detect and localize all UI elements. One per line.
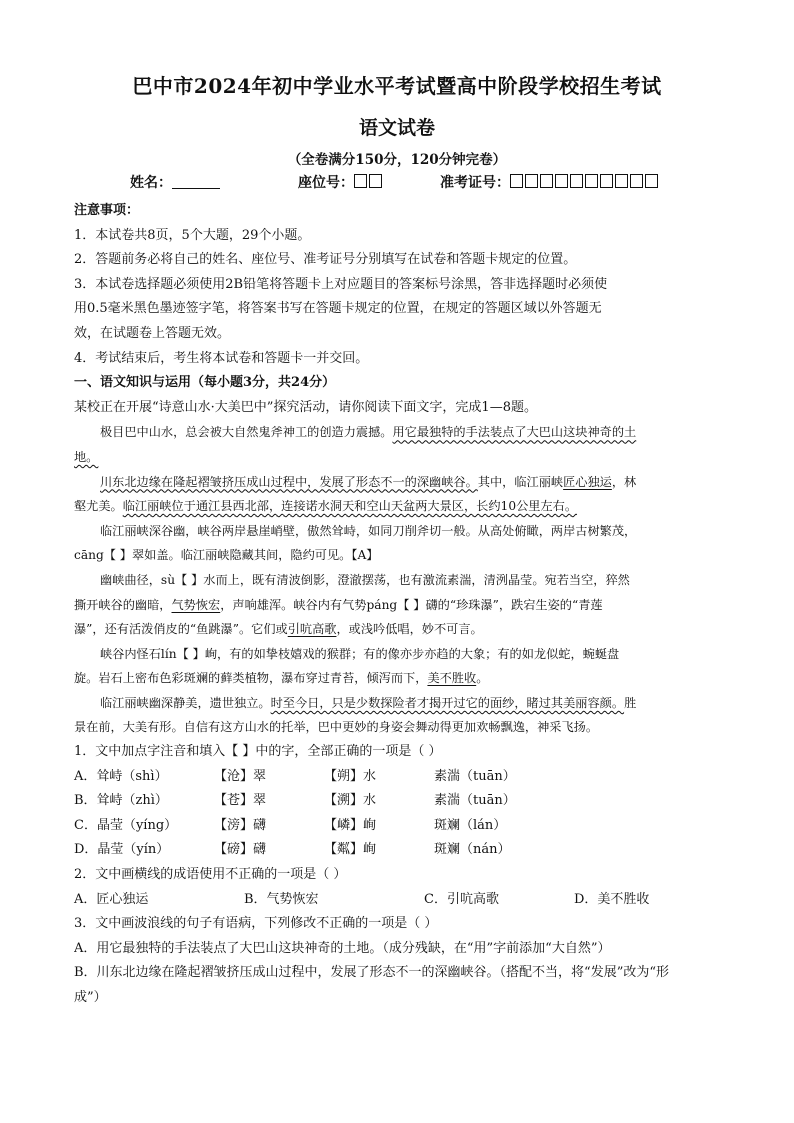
notice-item: 4．考试结束后，考生将本试卷和答题卡一并交回。	[74, 350, 369, 366]
seat-box[interactable]	[369, 174, 382, 188]
passage-line: 峡谷内怪石lín【 】峋，有的如挚枝嬉戏的猴群；有的像亦步亦趋的大象；有的如龙似蛇，蜿蜒盘	[100, 646, 620, 661]
wavy-sentence: 地。	[74, 449, 99, 464]
name-label: 姓名：	[130, 175, 172, 191]
exam-id-box[interactable]	[540, 174, 553, 188]
passage-line: 瀑”，还有活泼俏皮的“鱼跳瀑”。它们或引吭高歌，或浅吟低唱，妙不可言。	[74, 622, 483, 637]
exam-id-box[interactable]	[570, 174, 583, 188]
passage-line: 川东北边缘在隆起褶皱挤压成山过程中，发展了形态不一的深幽峡谷。其中，临江丽峡匠心独运，林	[100, 474, 637, 489]
passage-line: 幽峡曲径，sù【 】水而上，既有清波倒影，澄澈摆荡，也有激流素湍，清洌晶莹。宛若当空，猝然	[100, 572, 630, 587]
wavy-sentence: 时至今日，只是少数探险者才揭开过它的面纱，睹过其美丽容颜。	[270, 695, 625, 710]
question-stem: 2．文中画横线的成语使用不正确的一项是（ ）	[74, 867, 347, 883]
notice-item: 效，在试题卷上答题无效。	[74, 325, 231, 341]
exam-id-box[interactable]	[630, 174, 643, 188]
seat-box[interactable]	[354, 174, 367, 188]
question-option[interactable]: C．引吭高歌	[424, 891, 499, 907]
question-option[interactable]: D．美不胜收	[574, 891, 650, 907]
notice-item: 2．答题前务必将自己的姓名、座位号、准考证号分别填写在试卷和答题卡规定的位置。	[74, 252, 577, 268]
notice-item: 1．本试卷共8页，5个大题，29个小题。	[74, 227, 311, 243]
exam-title: 巴中市2024年初中学业水平考试暨高中阶段学校招生考试	[132, 74, 662, 98]
exam-id-field[interactable]	[440, 172, 660, 192]
section-intro: 某校正在开展“诗意山水·大美巴中”探究活动，请你阅读下面文字，完成1—8题。	[74, 399, 537, 415]
question-option[interactable]: B．川东北边缘在隆起褶皱挤压成山过程中，发展了形态不一的深幽峡谷。（搭配不当，将“发展”改为“形	[74, 965, 669, 981]
passage-line: 壑尤美。临江丽峡位于通江县西北部，连接诺水洞天和空山天盆两大景区，长约10公里左右。	[74, 499, 578, 514]
question-stem: 3．文中画波浪线的句子有语病，下列修改不正确的一项是（ ）	[74, 916, 438, 932]
wavy-sentence: 临江丽峡位于通江县西北部，连接诺水洞天和空山天盆两大景区，长约10公里左右。	[122, 499, 578, 514]
question-options-row	[74, 888, 724, 913]
notice-item: 3．本试卷选择题必须使用2B铅笔将答题卡上对应题目的答案标号涂黑，答非选择题时必须使	[74, 276, 608, 292]
underlined-idiom: 美不胜收	[427, 671, 477, 686]
exam-id-box[interactable]	[585, 174, 598, 188]
wavy-sentence: 川东北边缘在隆起褶皱挤压成山过程中，发展了形态不一的深幽峡谷。	[100, 474, 478, 489]
question-option[interactable]: C．晶莹（yíng） 【滂】礴 【嶙】峋 斑斓（lán）	[74, 817, 507, 833]
question-option[interactable]: A．耸峙（shì） 【沧】翠 【朔】水 素湍（tuān）	[74, 768, 516, 784]
question-option[interactable]: B．气势恢宏	[244, 891, 319, 907]
passage-line	[74, 445, 724, 470]
passage-line: 旋。岩石上密布色彩斑斓的藓类植物，瀑布穿过青苔，倾泻而下，美不胜收。	[74, 671, 489, 686]
passage-line: 撕开峡谷的幽暗，气势恢宏，声响雄浑。峡谷内有气势páng【 】礴的“珍珠瀑”，跌宕生姿的“青莲	[74, 597, 603, 612]
exam-id-box[interactable]	[645, 174, 658, 188]
question-option[interactable]: A．匠心独运	[74, 891, 149, 907]
question-option[interactable]: A．用它最独特的手法装点了大巴山这块神奇的土地。（成分残缺，在“用”字前添加“大自然”）	[74, 940, 611, 956]
exam-id-box[interactable]	[615, 174, 628, 188]
name-blank[interactable]	[172, 175, 220, 189]
passage-line: 临江丽峡深谷幽，峡谷两岸悬崖峭壁，傲然耸峙，如同刀削斧切一般。从高处俯瞰，两岸古树繁茂，	[100, 523, 637, 538]
underlined-idiom: 匠心独运	[563, 474, 612, 489]
question-stem: 1．文中加点字注音和填入【 】中的字，全部正确的一项是（ ）	[74, 744, 442, 760]
exam-content	[74, 199, 724, 1011]
passage-line: cāng【 】翠如盖。临江丽峡隐藏其间，隐约可见。【A】	[74, 548, 379, 563]
exam-id-box[interactable]	[555, 174, 568, 188]
passage-line: 临江丽峡幽深静美，遗世独立。时至今日，只是少数探险者才揭开过它的面纱，睹过其美丽容颜。胜	[100, 695, 637, 710]
name-field[interactable]	[130, 172, 220, 192]
exam-id-box[interactable]	[600, 174, 613, 188]
exam-subtitle: 语文试卷	[358, 117, 435, 139]
exam-id-box[interactable]	[510, 174, 523, 188]
passage-line: 景在前，大美有形。自信有这方山水的托举，巴中更妙的身姿会舞动得更加欢畅飘逸，神采飞扬。	[74, 720, 599, 735]
seat-field[interactable]	[298, 172, 384, 192]
underlined-idiom: 气势恢宏	[171, 597, 221, 612]
section-heading: 一、语文知识与运用（每小题3分，共24分）	[74, 375, 336, 391]
seat-label: 座位号：	[298, 175, 354, 191]
notice-title: 注意事项：	[74, 203, 140, 218]
score-line: （全卷满分150分，120分钟完卷）	[287, 152, 507, 168]
exam-id-label: 准考证号：	[440, 175, 510, 191]
passage-line: 极目巴中山水，总会被大自然鬼斧神工的创造力震撼。用它最独特的手法装点了大巴山这块神奇的土	[100, 425, 637, 440]
question-option[interactable]: B．耸峙（zhì） 【苍】翠 【溯】水 素湍（tuān）	[74, 793, 516, 809]
notice-item: 用0.5毫米黑色墨迹签字笔，将答案书写在答题卡规定的位置，在规定的答题区域以外答题无	[74, 301, 602, 317]
wavy-sentence: 用它最独特的手法装点了大巴山这块神奇的土	[392, 425, 637, 440]
underlined-idiom: 引吭高歌	[287, 622, 337, 637]
question-option[interactable]: D．晶莹（yín） 【磅】礴 【粼】峋 斑斓（nán）	[74, 842, 511, 858]
exam-id-box[interactable]	[525, 174, 538, 188]
question-option-continued: 成”）	[74, 990, 107, 1005]
